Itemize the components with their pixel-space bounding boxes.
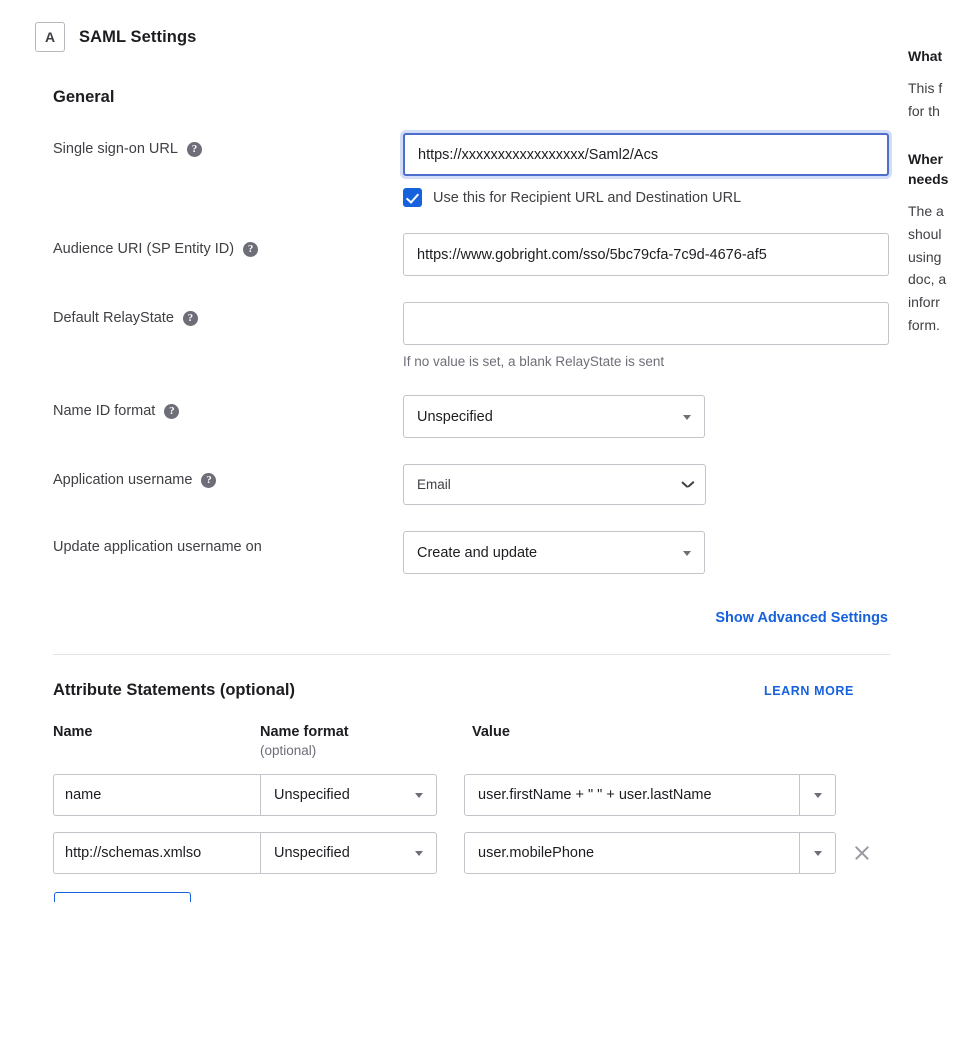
- row-update-username-on: [17, 531, 890, 574]
- control-name-id-format: [403, 395, 890, 438]
- help-para-2-line-4: doc, a: [908, 271, 947, 288]
- attribute-column-headers: [53, 724, 890, 740]
- update-username-on-value: Create and update: [417, 544, 538, 561]
- column-header-name-format: Name format: [260, 724, 349, 740]
- label-default-relaystate: [53, 302, 403, 326]
- label-audience-uri: [53, 233, 403, 257]
- attribute-name-format-select[interactable]: [260, 832, 437, 874]
- help-icon[interactable]: ?: [164, 404, 179, 419]
- label-text: Application username: [53, 472, 193, 488]
- table-row: [53, 832, 890, 874]
- chevron-down-icon: [814, 793, 822, 798]
- attribute-name-input[interactable]: [53, 832, 260, 874]
- help-para-2-line-3: using: [908, 248, 942, 265]
- label-text: Audience URI (SP Entity ID): [53, 241, 235, 257]
- help-para-2-line-6: form.: [908, 316, 940, 333]
- column-header-name: Name: [53, 724, 93, 740]
- attribute-statements-title: Attribute Statements (optional): [53, 681, 295, 699]
- attribute-value-text: user.firstName + " " + user.lastName: [478, 787, 712, 803]
- row-name-id-format: [17, 395, 890, 438]
- select-divider: [799, 833, 800, 873]
- chevron-down-icon: [682, 481, 693, 488]
- row-audience-uri: [17, 233, 890, 276]
- control-application-username: [403, 464, 890, 505]
- learn-more-link[interactable]: LEARN MORE: [763, 684, 854, 698]
- help-icon[interactable]: ?: [183, 311, 198, 326]
- attribute-statements-grid: [53, 724, 890, 874]
- audience-uri-input[interactable]: [403, 233, 889, 276]
- attribute-value-text: user.mobilePhone: [478, 845, 595, 861]
- help-para-2-line-2: shoul: [908, 225, 942, 242]
- chevron-down-icon: [415, 851, 423, 856]
- attribute-name-format-select[interactable]: [260, 774, 437, 816]
- recipient-destination-checkbox-row[interactable]: [403, 188, 890, 207]
- label-update-username-on: [53, 531, 403, 555]
- help-para-2-line-1: The a: [908, 203, 944, 220]
- chevron-down-icon: [415, 793, 423, 798]
- column-header-value: Value: [472, 724, 510, 740]
- add-another-button[interactable]: [54, 892, 191, 902]
- default-relaystate-input[interactable]: [403, 302, 889, 345]
- help-heading-2-line-1: Wher: [908, 150, 943, 167]
- remove-attribute-icon[interactable]: [852, 843, 872, 863]
- column-header-name-format-optional: (optional): [260, 743, 317, 758]
- help-icon[interactable]: ?: [243, 242, 258, 257]
- application-username-select[interactable]: [403, 464, 706, 505]
- row-default-relaystate: [17, 302, 890, 369]
- attribute-value-select[interactable]: [464, 832, 836, 874]
- help-icon[interactable]: ?: [201, 473, 216, 488]
- relaystate-hint: If no value is set, a blank RelayState is sent: [403, 354, 665, 369]
- label-application-username: [53, 464, 403, 488]
- table-row: [53, 774, 890, 816]
- attribute-value-select[interactable]: [464, 774, 836, 816]
- attribute-statements-header: [53, 681, 854, 700]
- label-text: Name ID format: [53, 403, 156, 419]
- name-id-format-value: Unspecified: [417, 408, 493, 425]
- label-text: Default RelayState: [53, 310, 174, 326]
- help-heading-2: [908, 149, 975, 190]
- chevron-down-icon: [683, 551, 691, 556]
- label-name-id-format: [53, 395, 403, 419]
- step-badge: A: [35, 22, 65, 52]
- recipient-destination-checkbox-label: Use this for Recipient URL and Destination URL: [433, 189, 742, 206]
- attribute-name-input[interactable]: [53, 774, 260, 816]
- card-header: [17, 0, 890, 72]
- select-divider: [799, 775, 800, 815]
- attribute-name-format-value: Unspecified: [274, 845, 350, 861]
- update-username-on-select[interactable]: [403, 531, 705, 574]
- attribute-name-format-value: Unspecified: [274, 787, 350, 803]
- help-para-2-line-5: inforr: [908, 293, 940, 310]
- help-heading-2-line-2: needs: [908, 170, 949, 187]
- control-single-sign-on-url: [403, 133, 890, 207]
- chevron-down-icon: [814, 851, 822, 856]
- help-para-1-line-1: This f: [908, 80, 943, 97]
- recipient-destination-checkbox[interactable]: [403, 188, 422, 207]
- page-title: SAML Settings: [79, 27, 197, 46]
- control-update-username-on: [403, 531, 890, 574]
- control-default-relaystate: [403, 302, 890, 369]
- help-para-1: [908, 77, 975, 122]
- single-sign-on-url-input[interactable]: [403, 133, 889, 176]
- help-icon[interactable]: ?: [187, 142, 202, 157]
- label-single-sign-on-url: [53, 133, 403, 157]
- chevron-down-icon: [683, 415, 691, 420]
- row-single-sign-on-url: [17, 133, 890, 207]
- help-para-2: [908, 200, 975, 336]
- help-panel: [908, 0, 975, 1063]
- show-advanced-settings-link[interactable]: Show Advanced Settings: [715, 610, 888, 626]
- label-text: Update application username on: [53, 539, 262, 555]
- name-id-format-select[interactable]: [403, 395, 705, 438]
- section-divider: [53, 654, 890, 655]
- general-section-heading: General: [53, 88, 115, 106]
- control-audience-uri: [403, 233, 890, 276]
- help-para-1-line-2: for th: [908, 102, 940, 119]
- saml-settings-card: [17, 0, 890, 1063]
- row-application-username: [17, 464, 890, 505]
- application-username-value: Email: [417, 477, 451, 492]
- label-text: Single sign-on URL: [53, 141, 178, 157]
- help-heading-1: What: [908, 48, 943, 64]
